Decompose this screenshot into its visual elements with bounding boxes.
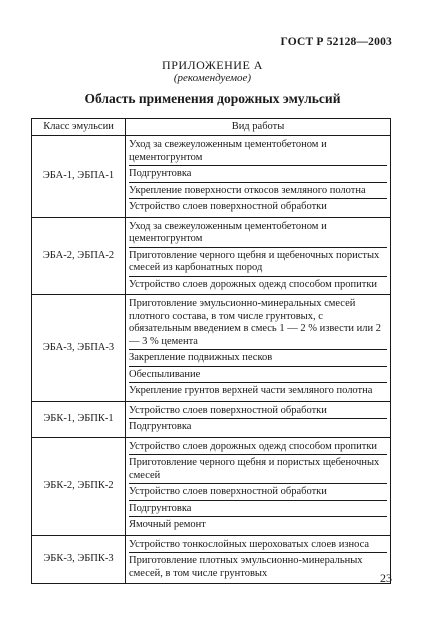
page-number: 23 bbox=[380, 571, 392, 585]
work-item: Устройство слоев поверхностной обработки bbox=[129, 483, 387, 500]
work-types-cell bbox=[126, 535, 391, 584]
work-item: Укрепление грунтов верхней части земляного полотна bbox=[129, 382, 387, 399]
table-header-row bbox=[32, 119, 391, 136]
table-row bbox=[32, 136, 391, 218]
work-item: Обеспыливание bbox=[129, 366, 387, 383]
column-header-class: Класс эмульсии bbox=[32, 119, 126, 136]
emulsion-class-cell: ЭБК-2, ЭБПК-2 bbox=[32, 437, 126, 535]
work-item: Устройство слоев поверхностной обработки bbox=[129, 198, 387, 215]
work-item: Приготовление черного щебня и пористых щебеночных смесей bbox=[129, 454, 387, 483]
work-item: Подгрунтовка bbox=[129, 500, 387, 517]
work-types-cell bbox=[126, 136, 391, 218]
emulsion-class-cell: ЭБА-2, ЭБПА-2 bbox=[32, 217, 126, 295]
work-item: Приготовление плотных эмульсионно-минеральных смесей, в том числе грунтовых bbox=[129, 552, 387, 581]
standard-code: ГОСТ Р 52128—2003 bbox=[280, 36, 392, 48]
table-row bbox=[32, 401, 391, 437]
appendix-note: (рекомендуемое) bbox=[173, 72, 252, 84]
table-row bbox=[32, 217, 391, 295]
work-item: Устройство тонкослойных шероховатых слоев износа bbox=[129, 538, 370, 550]
table-row bbox=[32, 295, 391, 402]
work-item: Укрепление поверхности откосов земляного полотна bbox=[129, 182, 387, 199]
work-item: Приготовление черного щебня и щебеночных пористых смесей из карбонатных пород bbox=[129, 247, 387, 276]
work-item: Ямочный ремонт bbox=[129, 516, 387, 533]
work-types-cell bbox=[126, 295, 391, 402]
work-item: Устройство слоев дорожных одежд способом пропитки bbox=[129, 276, 387, 293]
appendix-label: ПРИЛОЖЕНИЕ А bbox=[162, 58, 263, 72]
emulsion-class-cell: ЭБА-1, ЭБПА-1 bbox=[32, 136, 126, 218]
work-item: Устройство слоев поверхностной обработки bbox=[129, 404, 327, 416]
work-item: Закрепление подвижных песков bbox=[129, 349, 387, 366]
work-item: Подгрунтовка bbox=[129, 165, 387, 182]
emulsion-class-cell: ЭБА-3, ЭБПА-3 bbox=[32, 295, 126, 402]
emulsion-application-table bbox=[31, 118, 391, 584]
work-types-cell bbox=[126, 217, 391, 295]
work-types-cell bbox=[126, 437, 391, 535]
work-item: Приготовление эмульсионно-минеральных смесей плотного состава, в том числе грунтовых, с обязательным введением в смесь 1 — 2 % извести или 2 — 3 % цемента bbox=[129, 298, 382, 347]
work-item: Уход за свежеуложенным цементобетоном и цементогрунтом bbox=[129, 139, 327, 163]
column-header-work: Вид работы bbox=[126, 119, 391, 136]
emulsion-class-cell: ЭБК-3, ЭБПК-3 bbox=[32, 535, 126, 584]
page-title: Область применения дорожных эмульсий bbox=[84, 91, 341, 106]
table-row bbox=[32, 535, 391, 584]
work-types-cell bbox=[126, 401, 391, 437]
table-body bbox=[32, 136, 391, 584]
emulsion-class-cell: ЭБК-1, ЭБПК-1 bbox=[32, 401, 126, 437]
work-item: Уход за свежеуложенным цементобетоном и цементогрунтом bbox=[129, 220, 327, 244]
work-item: Подгрунтовка bbox=[129, 418, 387, 435]
table-row bbox=[32, 437, 391, 535]
work-item: Устройство слоев дорожных одежд способом пропитки bbox=[129, 440, 378, 452]
